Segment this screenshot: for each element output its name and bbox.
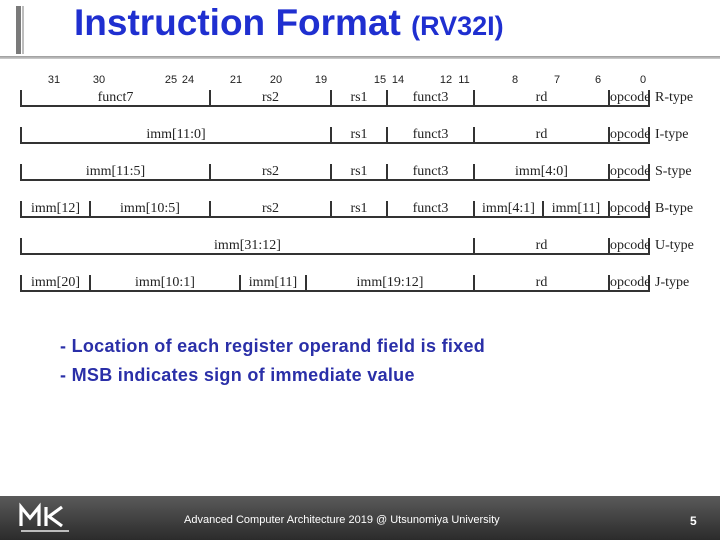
bit-number: 14 bbox=[391, 74, 405, 86]
field-rd: rd bbox=[473, 90, 608, 107]
field-rs2: rs2 bbox=[209, 90, 330, 107]
format-row-b bbox=[20, 201, 650, 218]
field-imm-11-0: imm[11:0] bbox=[20, 127, 330, 144]
field-rs1: rs1 bbox=[330, 90, 386, 107]
bit-number: 20 bbox=[269, 74, 283, 86]
format-row-i bbox=[20, 127, 650, 144]
field-rs1: rs1 bbox=[330, 201, 386, 218]
bit-number: 30 bbox=[92, 74, 106, 86]
format-row-j bbox=[20, 275, 650, 292]
bullet-item: - Location of each register operand field is fixed bbox=[60, 336, 486, 356]
bit-number: 24 bbox=[181, 74, 195, 86]
page-number: 5 bbox=[690, 514, 697, 528]
field-rs1: rs1 bbox=[330, 127, 386, 144]
field-funct7: funct7 bbox=[20, 90, 209, 107]
bit-number-row bbox=[0, 74, 720, 88]
field-imm-4-1: imm[4:1] bbox=[473, 201, 542, 218]
bit-number: 6 bbox=[594, 74, 602, 86]
bit-number: 11 bbox=[458, 74, 470, 86]
format-row-u bbox=[20, 238, 650, 255]
field-funct3: funct3 bbox=[386, 164, 473, 181]
field-opcode: opcode bbox=[610, 90, 651, 105]
title-suffix: (RV32I) bbox=[411, 11, 504, 41]
field-funct3: funct3 bbox=[386, 127, 473, 144]
format-row-r bbox=[20, 90, 650, 107]
bit-number: 8 bbox=[511, 74, 519, 86]
format-label-r: R-type bbox=[655, 90, 694, 105]
format-label-j: J-type bbox=[655, 275, 690, 290]
field-imm-11: imm[11] bbox=[542, 201, 608, 218]
bit-number: 7 bbox=[553, 74, 561, 86]
format-row-s bbox=[20, 164, 650, 181]
field-imm-19-12: imm[19:12] bbox=[305, 275, 473, 292]
field-rs2: rs2 bbox=[209, 201, 330, 218]
bit-number: 31 bbox=[47, 74, 61, 86]
field-imm-10-5: imm[10:5] bbox=[89, 201, 209, 218]
title-rule bbox=[0, 56, 720, 59]
field-imm-12: imm[12] bbox=[20, 201, 89, 218]
field-opcode: opcode bbox=[610, 127, 651, 142]
bit-number: 15 bbox=[373, 74, 387, 86]
field-opcode: opcode bbox=[610, 275, 651, 290]
field-opcode: opcode bbox=[610, 238, 651, 253]
field-rd: rd bbox=[473, 275, 608, 292]
field-imm-11: imm[11] bbox=[239, 275, 305, 292]
format-label-i: I-type bbox=[655, 127, 689, 142]
bit-number: 25 bbox=[164, 74, 178, 86]
title-main: Instruction Format bbox=[74, 2, 401, 43]
slide-title bbox=[74, 2, 504, 44]
footer-text: Advanced Computer Architecture 2019 @ Utsunomiya University bbox=[184, 514, 500, 526]
bit-number: 12 bbox=[439, 74, 453, 86]
field-funct3: funct3 bbox=[386, 90, 473, 107]
field-opcode: opcode bbox=[610, 201, 651, 216]
mk-logo-icon bbox=[18, 502, 74, 536]
field-imm-4-0: imm[4:0] bbox=[473, 164, 608, 181]
field-rd: rd bbox=[473, 238, 608, 255]
field-imm-31-12: imm[31:12] bbox=[20, 238, 473, 255]
format-label-b: B-type bbox=[655, 201, 694, 216]
field-imm-20: imm[20] bbox=[20, 275, 89, 292]
field-opcode: opcode bbox=[610, 164, 651, 179]
field-imm-11-5: imm[11:5] bbox=[20, 164, 209, 181]
title-accent-bar bbox=[16, 6, 21, 54]
bullet-list bbox=[60, 332, 485, 390]
title-accent-bar-light bbox=[22, 6, 24, 54]
format-label-u: U-type bbox=[655, 238, 694, 253]
field-rs1: rs1 bbox=[330, 164, 386, 181]
bullet-item: - MSB indicates sign of immediate value bbox=[60, 365, 415, 385]
field-rd: rd bbox=[473, 127, 608, 144]
bit-number: 21 bbox=[229, 74, 243, 86]
field-funct3: funct3 bbox=[386, 201, 473, 218]
field-rs2: rs2 bbox=[209, 164, 330, 181]
bit-number: 19 bbox=[314, 74, 328, 86]
field-imm-10-1: imm[10:1] bbox=[89, 275, 239, 292]
format-label-s: S-type bbox=[655, 164, 692, 179]
bit-number: 0 bbox=[639, 74, 647, 86]
footer-bar bbox=[0, 496, 720, 540]
